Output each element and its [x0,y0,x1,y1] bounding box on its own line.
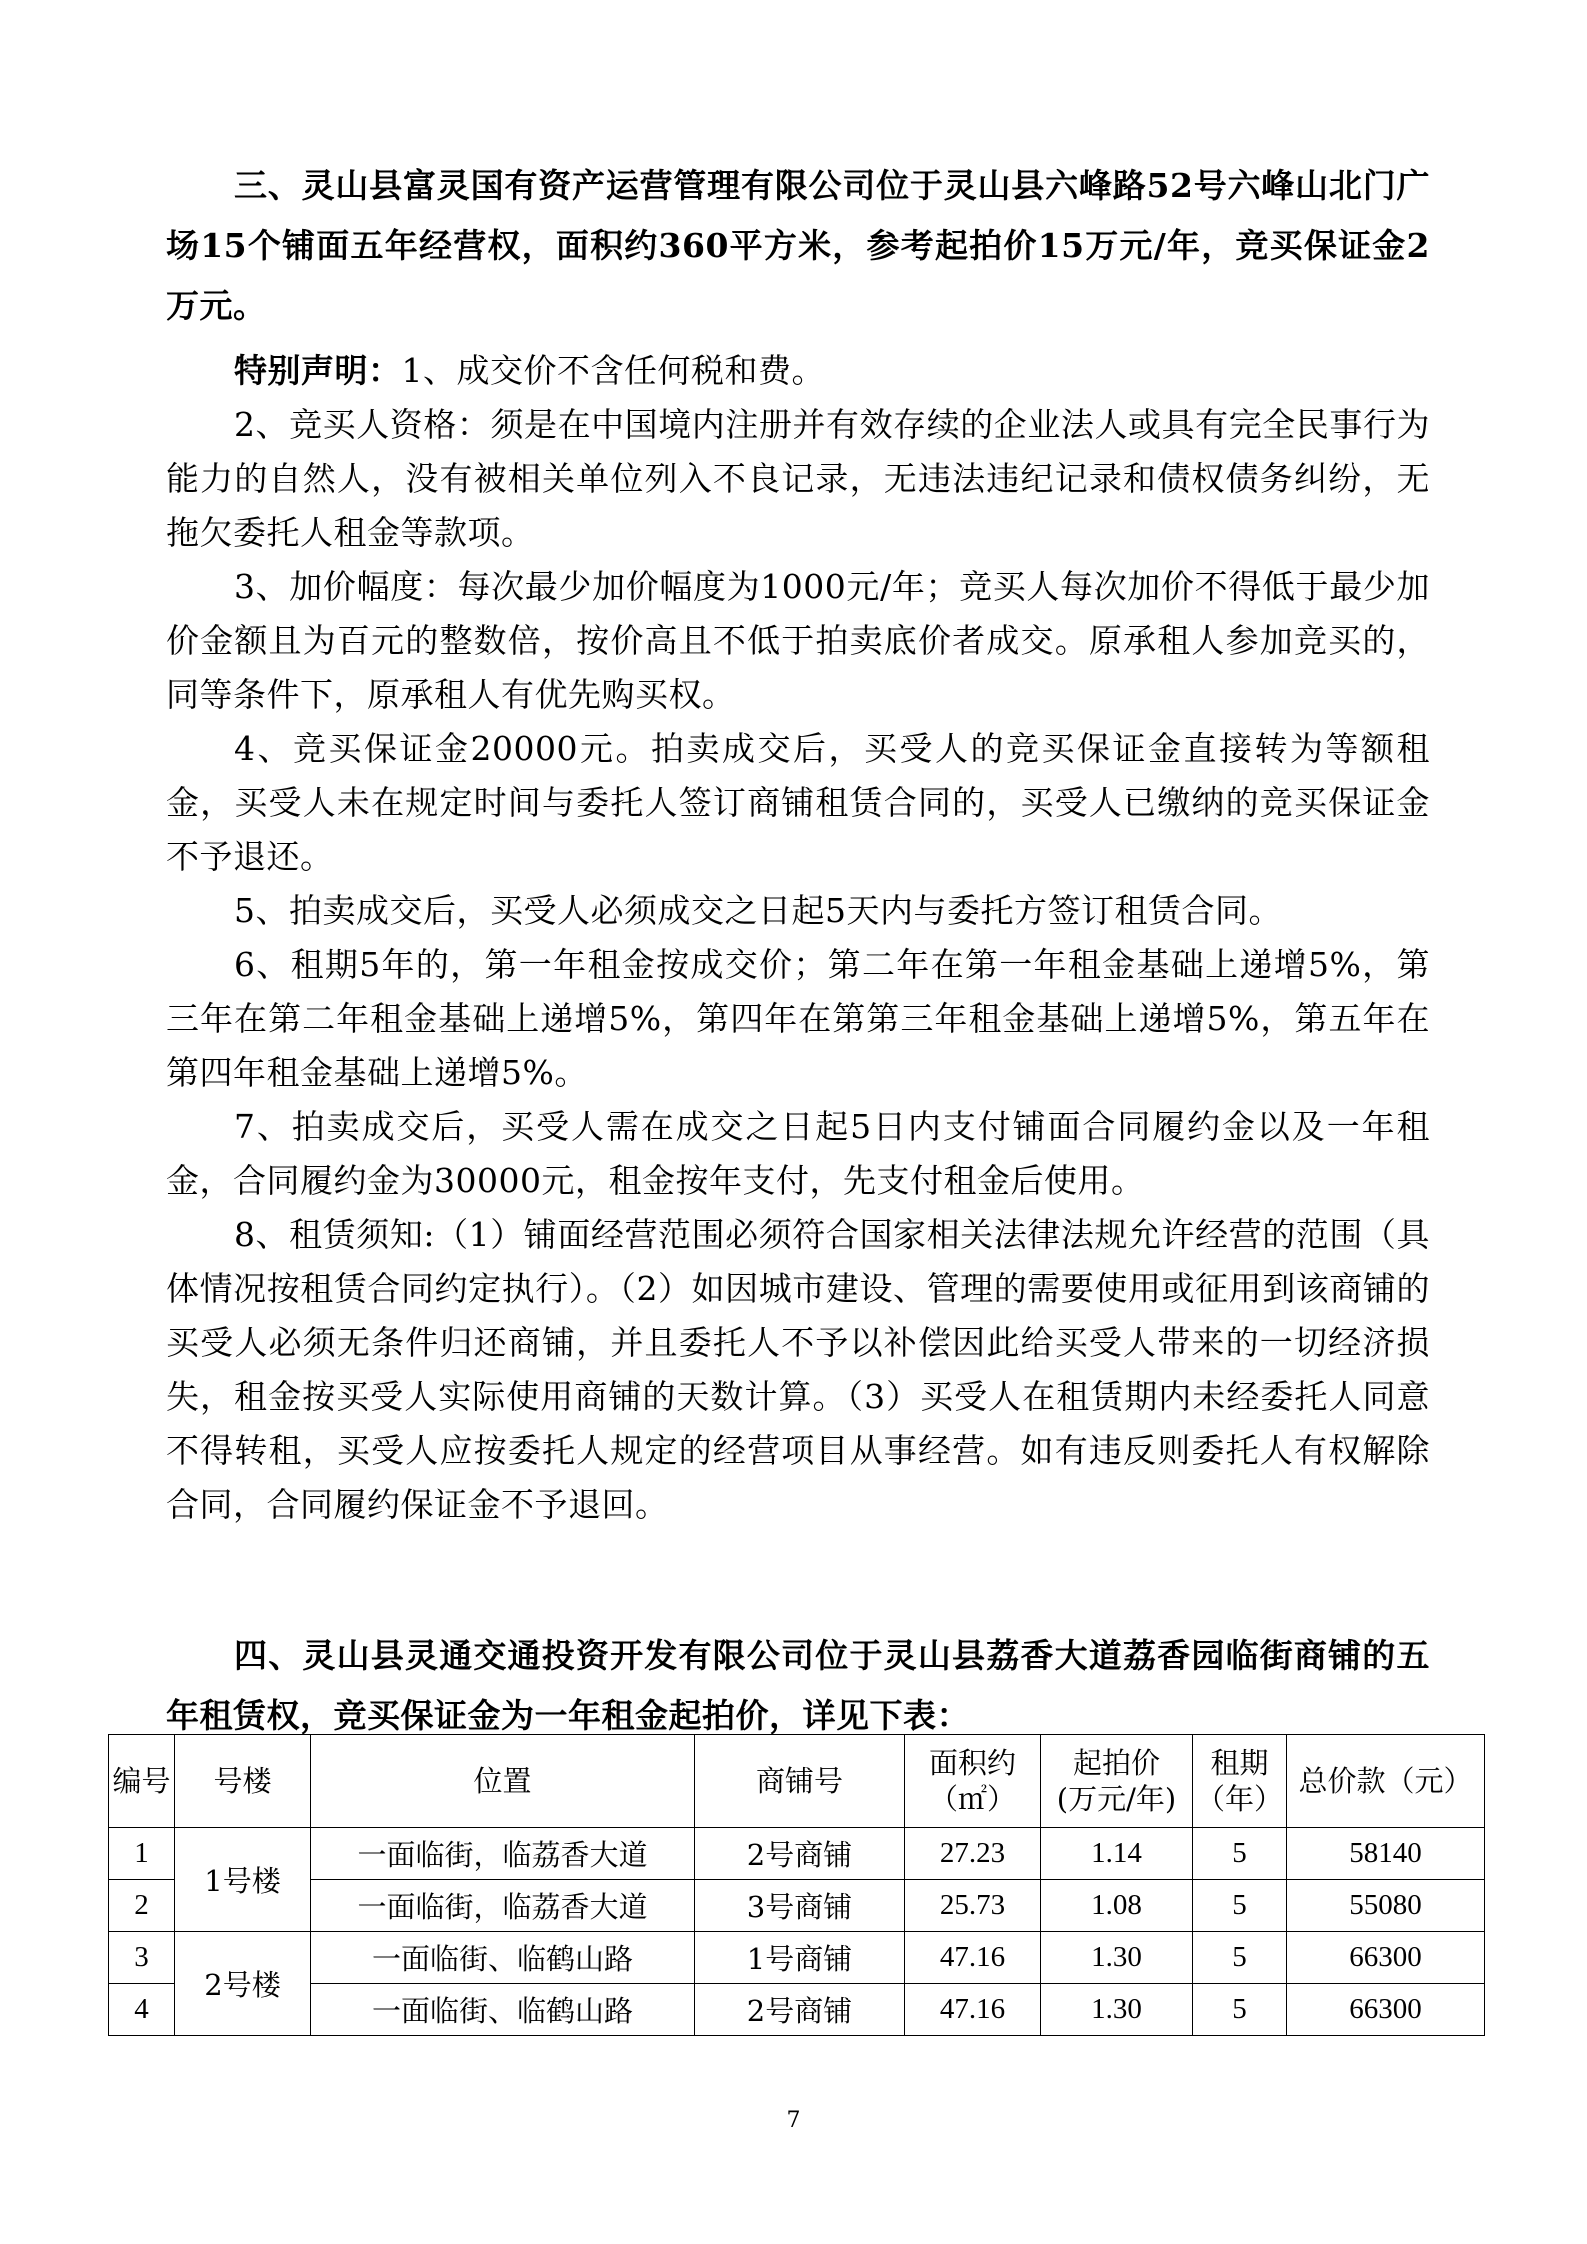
cell-no: 4 [109,1984,175,2036]
cell-price: 1.30 [1041,1984,1193,2036]
page-number: 7 [786,2108,801,2133]
header-area-line1: 面积约 [928,1746,1016,1780]
cell-shop: 2号商铺 [695,1984,905,2036]
header-term-line1: 租期 [1210,1746,1269,1780]
cell-area: 47.16 [905,1932,1041,1984]
section-3 [166,156,1430,336]
header-area [905,1735,1041,1828]
header-total: 总价款（元） [1287,1735,1485,1828]
header-no: 编号 [109,1735,175,1828]
cell-area: 25.73 [905,1880,1041,1932]
note-item: 2、竞买人资格：须是在中国境内注册并有效存续的企业法人或具有完全民事行为能力的自然人，没有被相关单位列入不良记录，无违法违纪记录和债权债务纠纷，无拖欠委托人租金等款项。 [166,405,1430,552]
header-shop: 商铺号 [695,1735,905,1828]
cell-area: 27.23 [905,1828,1041,1880]
cell-no: 1 [109,1828,175,1880]
header-term-line2: （年） [1195,1782,1283,1816]
section-4-heading: 四、灵山县灵通交通投资开发有限公司位于灵山县荔香大道荔香园临街商铺的五年租赁权，竞买保证金为一年租金起拍价，详见下表： [166,1636,1430,1735]
cell-location: 一面临街，临荔香大道 [311,1880,695,1932]
cell-area: 47.16 [905,1984,1041,2036]
note-item: 5、拍卖成交后，买受人必须成交之日起5天内与委托方签订租赁合同。 [234,891,1282,930]
note-item: 4、竞买保证金20000元。拍卖成交后，买受人的竞买保证金直接转为等额租金，买受人未在规定时间与委托人签订商铺租赁合同的，买受人已缴纳的竞买保证金不予退还。 [166,729,1430,876]
cell-shop: 2号商铺 [695,1828,905,1880]
section-4 [166,1626,1430,1746]
table-header-row [109,1735,1485,1828]
cell-no: 2 [109,1880,175,1932]
notes-heading: 特别声明： [234,351,402,390]
cell-building: 1号楼 [175,1828,311,1932]
cell-term: 5 [1193,1932,1287,1984]
cell-no: 3 [109,1932,175,1984]
table-row [109,1932,1485,1984]
header-area-line2: （㎡） [928,1782,1016,1816]
table-row [109,1984,1485,2036]
header-location: 位置 [311,1735,695,1828]
header-price-line2: (万元/年) [1056,1782,1177,1816]
cell-price: 1.30 [1041,1932,1193,1984]
cell-total: 58140 [1287,1828,1485,1880]
header-building: 号楼 [175,1735,311,1828]
cell-term: 5 [1193,1880,1287,1932]
cell-total: 66300 [1287,1932,1485,1984]
note-item [166,344,1430,398]
cell-shop: 3号商铺 [695,1880,905,1932]
cell-location: 一面临街，临荔香大道 [311,1828,695,1880]
cell-shop: 1号商铺 [695,1932,905,1984]
cell-building: 2号楼 [175,1932,311,2036]
cell-location: 一面临街、临鹤山路 [311,1932,695,1984]
header-term [1193,1735,1287,1828]
cell-location: 一面临街、临鹤山路 [311,1984,695,2036]
note-item: 6、租期5年的，第一年租金按成交价；第二年在第一年租金基础上递增5%，第三年在第二年租金基础上递增5%，第四年在第第三年租金基础上递增5%，第五年在第四年租金基础上递增5%。 [166,945,1430,1092]
cell-price: 1.14 [1041,1828,1193,1880]
cell-price: 1.08 [1041,1880,1193,1932]
header-price-line1: 起拍价 [1072,1746,1160,1780]
note-text: 1、成交价不含任何税和费。 [401,351,825,390]
table-row [109,1828,1485,1880]
note-item: 7、拍卖成交后，买受人需在成交之日起5日内支付铺面合同履约金以及一年租金，合同履约金为30000元，租金按年支付，先支付租金后使用。 [166,1107,1430,1200]
cell-term: 5 [1193,1984,1287,2036]
cell-total: 55080 [1287,1880,1485,1932]
cell-term: 5 [1193,1828,1287,1880]
note-item: 3、加价幅度：每次最少加价幅度为1000元/年；竞买人每次加价不得低于最少加价金额且为百元的整数倍，按价高且不低于拍卖底价者成交。原承租人参加竞买的，同等条件下，原承租人有优先购买权。 [166,567,1430,714]
special-notes [166,344,1430,1532]
table-row [109,1880,1485,1932]
note-item: 8、租赁须知:（1）铺面经营范围必须符合国家相关法律法规允许经营的范围（具体情况按租赁合同约定执行）。（2）如因城市建设、管理的需要使用或征用到该商铺的买受人必须无条件归还商铺，并且委托人不予以补偿因此给买受人带来的一切经济损失，租金按买受人实际使用商铺的天数计算。（3）买受人在租赁期内未经委托人同意不得转租，买受人应按委托人规定的经营项目从事经营。如有违反则委托人有权解除合同，合同履约保证金不予退回。 [166,1215,1430,1524]
section-3-heading: 三、灵山县富灵国有资产运营管理有限公司位于灵山县六峰路52号六峰山北门广场15个铺面五年经营权，面积约360平方米，参考起拍价15万元/年，竞买保证金2万元。 [166,166,1430,325]
header-price [1041,1735,1193,1828]
cell-total: 66300 [1287,1984,1485,2036]
shop-lease-table [108,1734,1485,2036]
